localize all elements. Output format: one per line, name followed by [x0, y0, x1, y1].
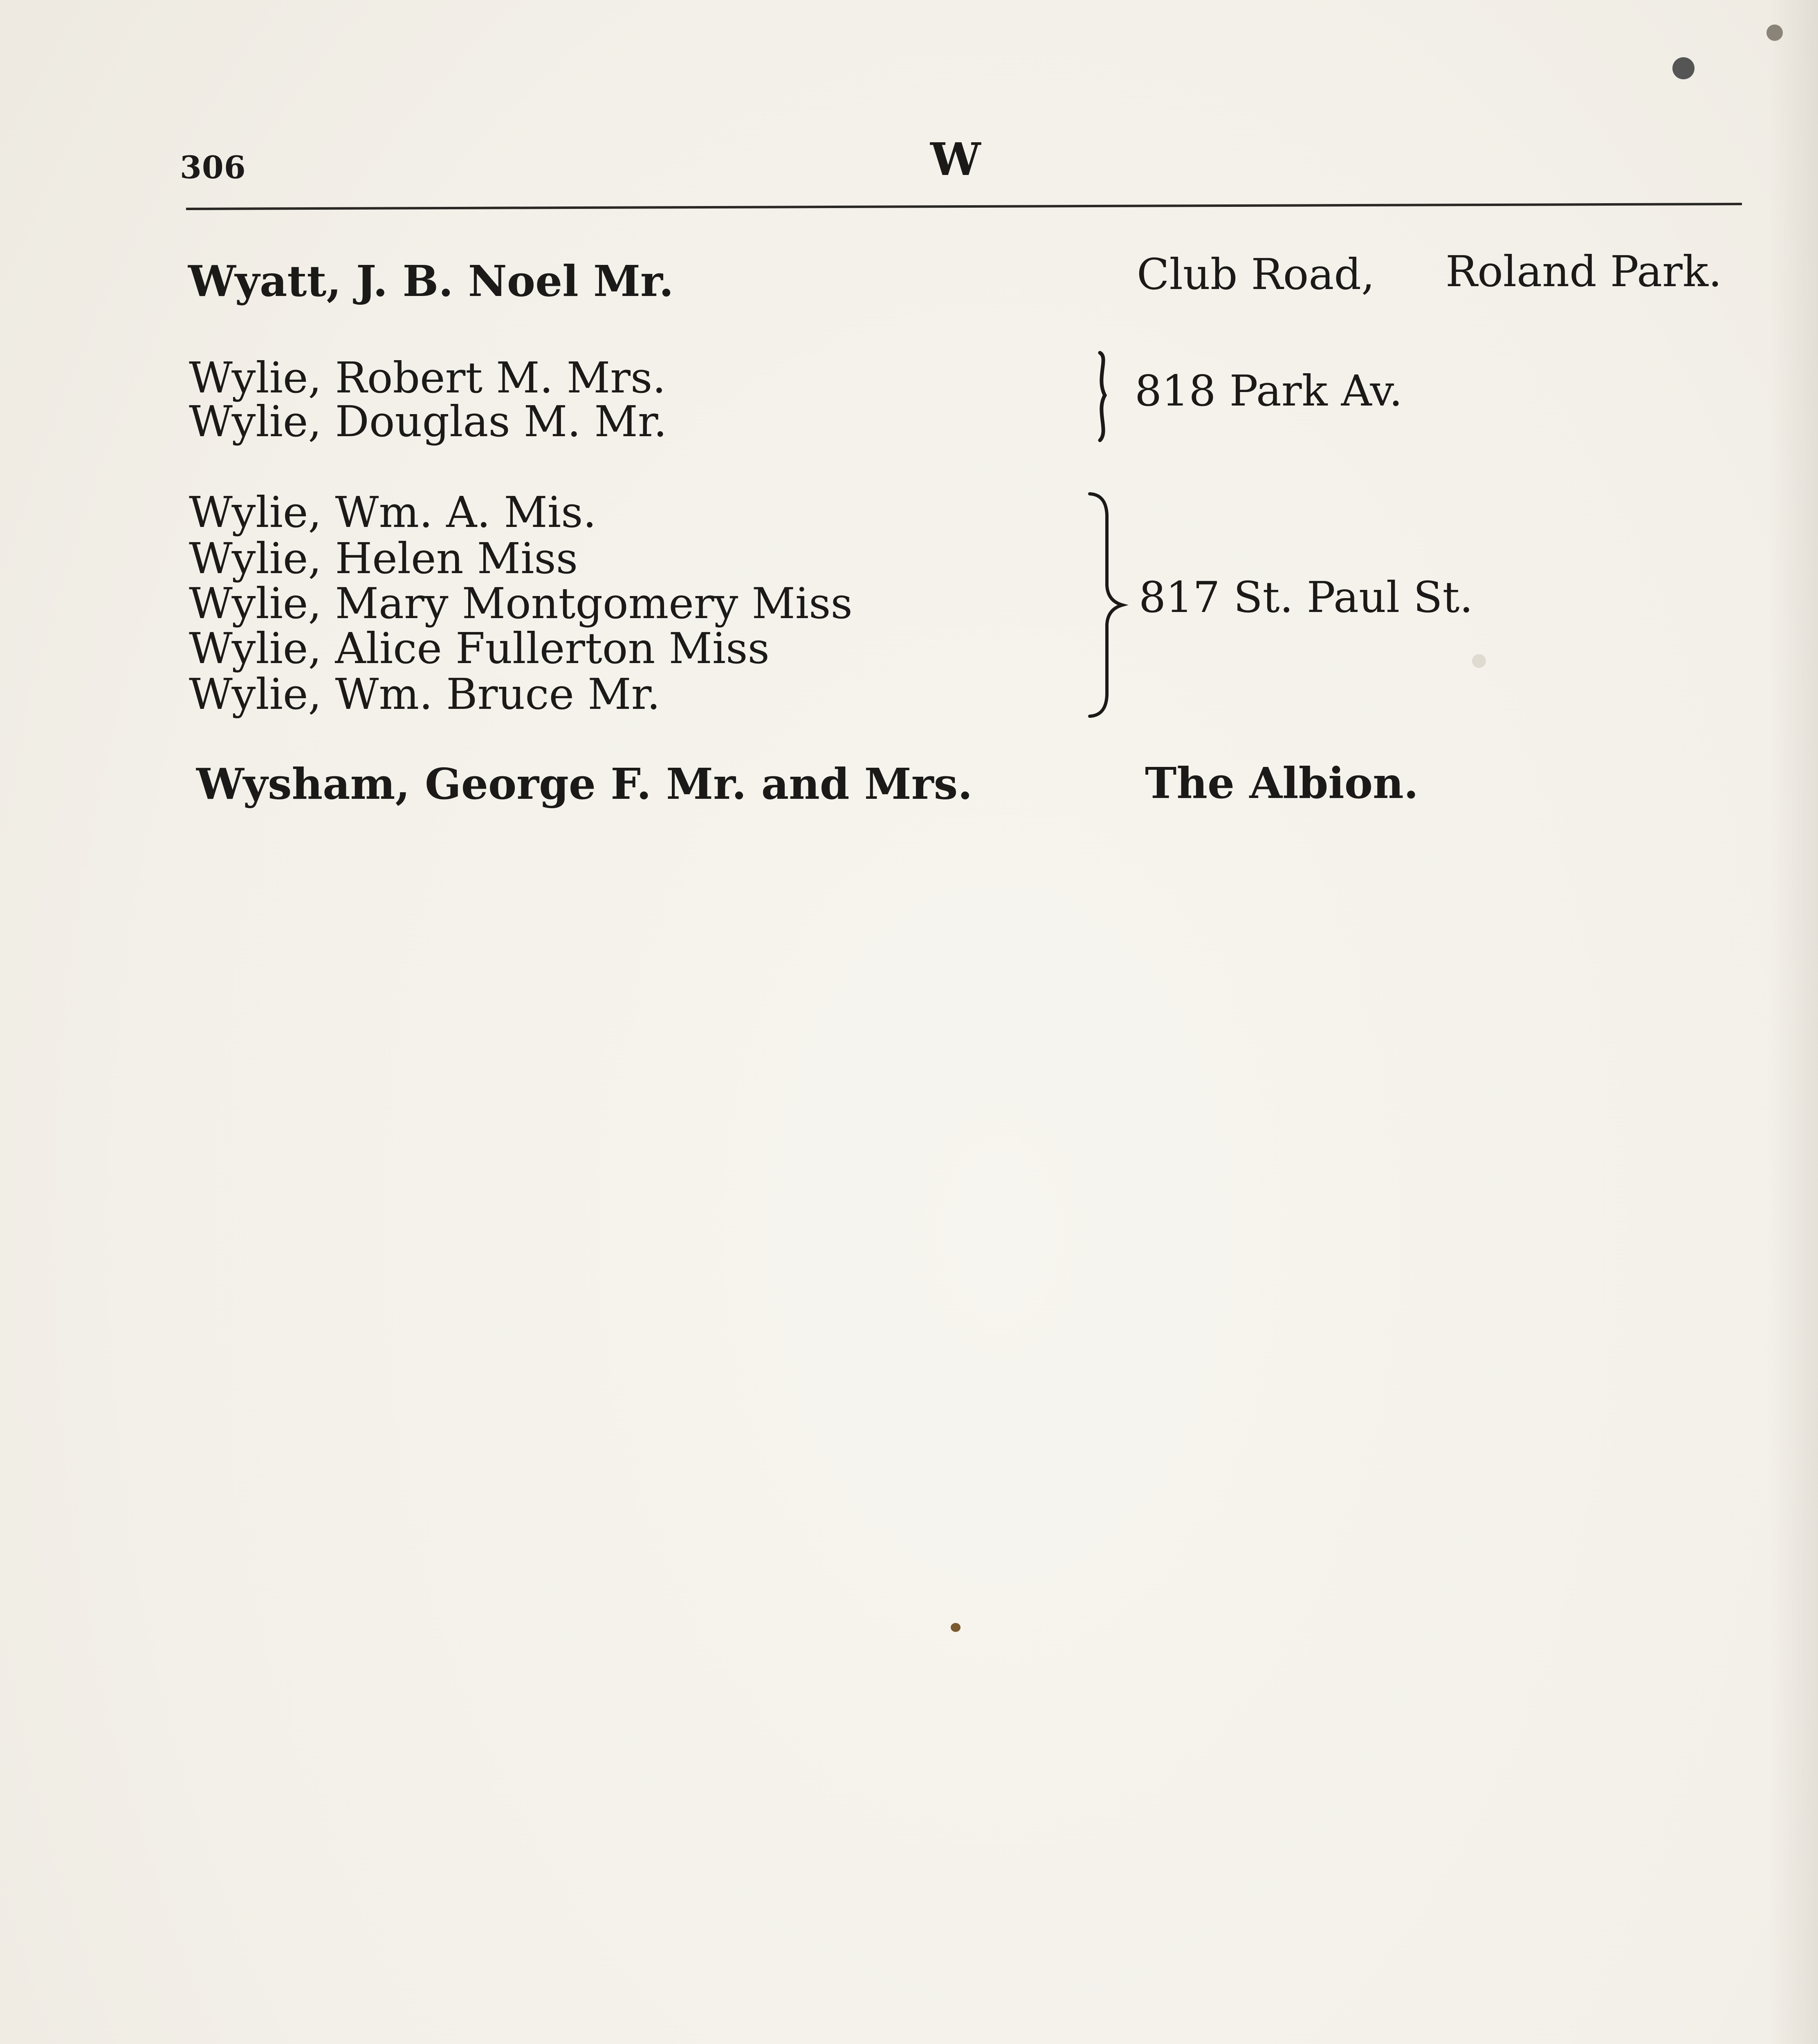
- page-edge-shadow: [1769, 0, 1818, 2044]
- entry-name-wylie-robert: Wylie, Robert M. Mrs.: [189, 353, 666, 403]
- address-818-park-av: 818 Park Av.: [1135, 366, 1403, 416]
- entry-name-wysham: Wysham, George F. Mr. and Mrs.: [196, 759, 973, 809]
- address-club-road: Club Road,: [1137, 249, 1375, 299]
- address-roland-park: Roland Park.: [1445, 247, 1722, 296]
- entry-name-wylie-helen: Wylie, Helen Miss: [189, 533, 578, 583]
- entry-name-wylie-douglas: Wylie, Douglas M. Mr.: [189, 397, 667, 446]
- brace-icon: [1084, 350, 1120, 444]
- ink-speck: [951, 1623, 961, 1632]
- section-letter: W: [930, 133, 982, 186]
- header-rule: [186, 203, 1742, 210]
- entry-name-wylie-mary: Wylie, Mary Montgomery Miss: [189, 578, 853, 628]
- large-brace-icon: [1082, 491, 1135, 719]
- page-number: 306: [180, 149, 246, 186]
- address-the-albion: The Albion.: [1145, 758, 1418, 808]
- address-817-st-paul: 817 St. Paul St.: [1139, 572, 1473, 622]
- entry-name-wylie-wm-bruce: Wylie, Wm. Bruce Mr.: [189, 669, 660, 719]
- ink-speck: [1766, 25, 1783, 41]
- entry-name-wylie-alice: Wylie, Alice Fullerton Miss: [189, 623, 770, 673]
- ink-speck: [1672, 57, 1695, 79]
- entry-name-wyatt: Wyatt, J. B. Noel Mr.: [188, 256, 674, 306]
- paper-speck: [1472, 654, 1486, 668]
- entry-name-wylie-wm-a: Wylie, Wm. A. Mis.: [189, 487, 597, 537]
